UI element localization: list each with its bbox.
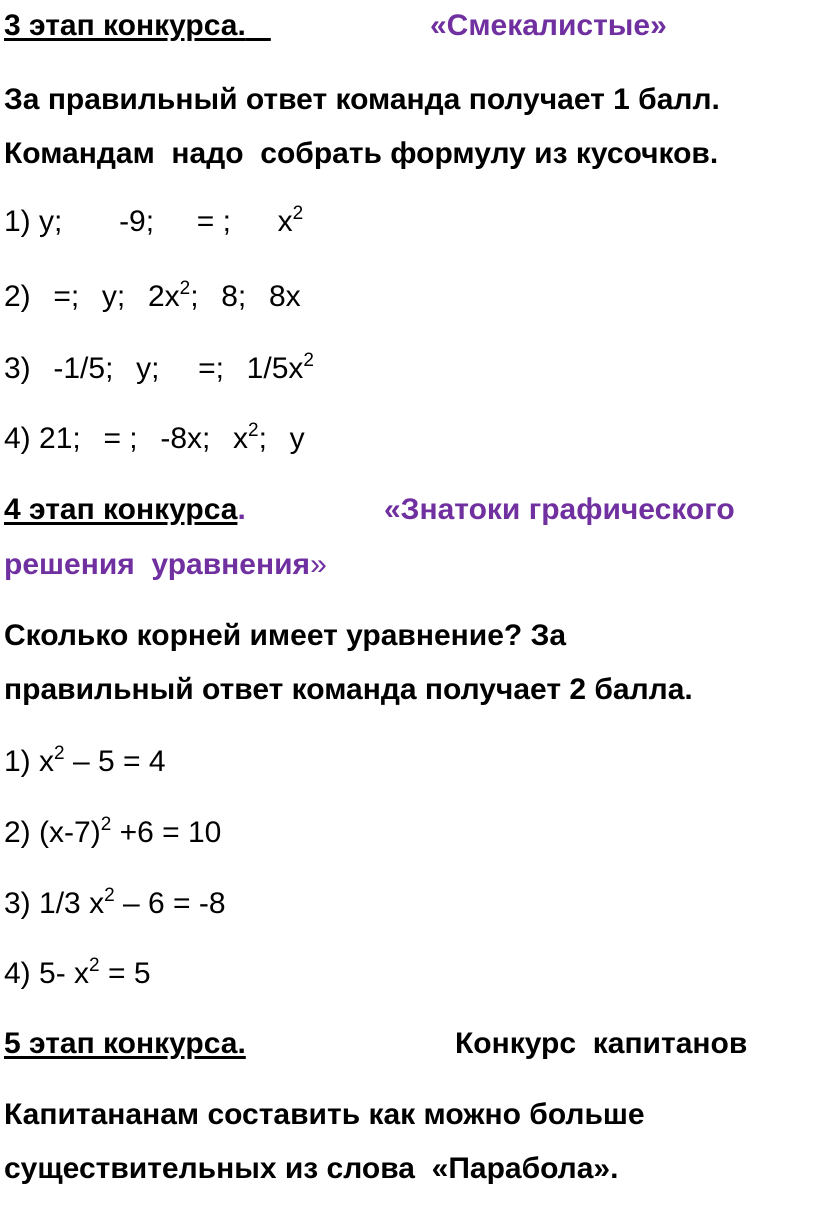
stage3-item-3 bbox=[4, 351, 314, 387]
stage3-title: «Смекалистые» bbox=[430, 9, 667, 42]
equation-number: 4) bbox=[4, 957, 31, 990]
equation-lhs: 1/3 х bbox=[39, 887, 105, 920]
exponent: 2 bbox=[303, 350, 314, 371]
exponent: 2 bbox=[179, 278, 191, 299]
exponent: 2 bbox=[89, 955, 100, 976]
piece: х bbox=[277, 205, 293, 238]
piece: у; bbox=[101, 280, 126, 313]
stage3-heading-row bbox=[4, 8, 271, 44]
stage4-title-close: » bbox=[310, 548, 327, 581]
piece: у bbox=[289, 422, 305, 455]
exponent: 2 bbox=[292, 203, 304, 224]
item-number: 1) bbox=[4, 205, 31, 238]
piece: х bbox=[233, 422, 249, 455]
equation-rest: – 5 = 4 bbox=[64, 745, 166, 778]
piece-tail: ; bbox=[190, 280, 199, 313]
piece: 8х bbox=[268, 280, 301, 313]
equation-lhs: (х-7) bbox=[39, 816, 101, 849]
piece: 21; bbox=[39, 422, 81, 455]
stage3-rule-line1: За правильный ответ команда получает 1 балл. bbox=[4, 83, 720, 116]
exponent: 2 bbox=[104, 885, 115, 906]
equation-lhs: 5- х bbox=[39, 957, 90, 990]
stage5-heading-row bbox=[4, 1026, 246, 1062]
stage3-item-1 bbox=[4, 204, 303, 240]
piece: 8; bbox=[221, 280, 247, 313]
stage4-heading-dot: . bbox=[237, 493, 246, 526]
exponent: 2 bbox=[248, 420, 259, 441]
stage3-rule-line2: Командам надо собрать формулу из кусочков. bbox=[4, 137, 719, 170]
stage4-title-line2: решения уравнения bbox=[4, 548, 311, 581]
item-number: 3) bbox=[4, 352, 31, 385]
item-number: 4) bbox=[4, 422, 31, 455]
piece: =; bbox=[198, 352, 224, 385]
stage4-title-line1: «Знатоки графического bbox=[384, 493, 735, 526]
stage3-item-4 bbox=[4, 421, 305, 457]
piece: -9; bbox=[119, 205, 155, 238]
piece: -8х; bbox=[160, 422, 211, 455]
stage4-question-line2: правильный ответ команда получает 2 балла. bbox=[4, 673, 693, 706]
equation-number: 2) bbox=[4, 816, 31, 849]
stage4-question-line1: Сколько корней имеет уравнение? За bbox=[4, 619, 567, 652]
stage4-equation-1 bbox=[4, 744, 166, 780]
stage3-item-2 bbox=[4, 279, 301, 315]
piece: у; bbox=[136, 352, 160, 385]
stage4-equation-2 bbox=[4, 815, 221, 851]
stage3-heading: 3 этап конкурса. bbox=[4, 9, 246, 42]
piece: = ; bbox=[196, 205, 231, 238]
piece: = ; bbox=[103, 422, 138, 455]
stage5-title: Конкурс капитанов bbox=[455, 1027, 748, 1060]
stage3-heading-underline-trail bbox=[246, 9, 271, 42]
piece: -1/5; bbox=[53, 352, 114, 385]
stage4-heading-row bbox=[4, 492, 246, 528]
exponent: 2 bbox=[100, 814, 112, 835]
stage5-task-line2: существительных из слова «Парабола». bbox=[4, 1152, 619, 1185]
item-number: 2) bbox=[4, 280, 31, 313]
piece: 2х bbox=[147, 280, 180, 313]
piece-tail: ; bbox=[258, 422, 267, 455]
equation-number: 3) bbox=[4, 887, 31, 920]
stage4-equation-4 bbox=[4, 956, 151, 992]
equation-rest: = 5 bbox=[99, 957, 151, 990]
piece: у; bbox=[39, 205, 63, 238]
equation-number: 1) bbox=[4, 745, 31, 778]
stage4-heading: 4 этап конкурса bbox=[4, 493, 238, 526]
stage5-task-line1: Капитананам составить как можно больше bbox=[4, 1098, 645, 1131]
stage4-equation-3 bbox=[4, 886, 226, 922]
equation-rest: – 6 = -8 bbox=[114, 887, 226, 920]
piece: 1/5х bbox=[246, 352, 304, 385]
exponent: 2 bbox=[54, 743, 65, 764]
equation-lhs: х bbox=[39, 745, 55, 778]
equation-rest: +6 = 10 bbox=[111, 816, 222, 849]
stage4-title-line2-row bbox=[4, 547, 327, 583]
piece: =; bbox=[53, 280, 80, 313]
stage5-heading: 5 этап конкурса. bbox=[4, 1027, 246, 1060]
